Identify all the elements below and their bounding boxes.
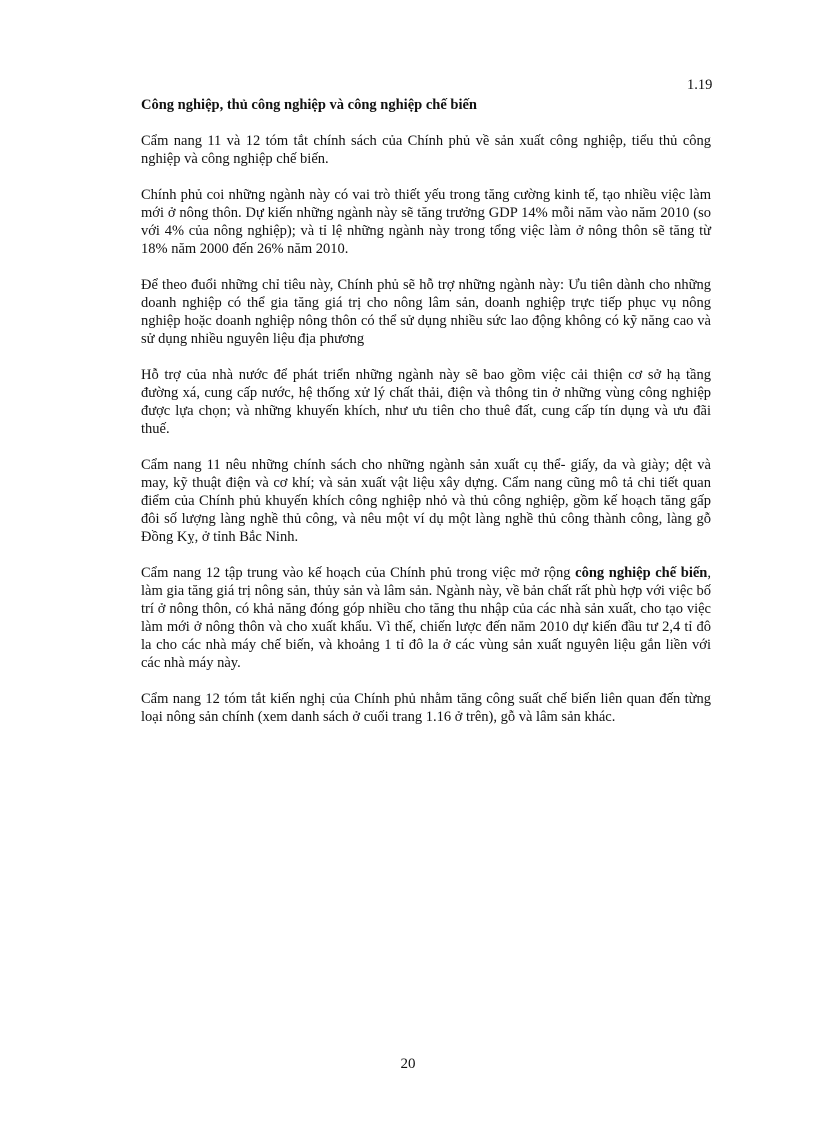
section-page-reference: 1.19 xyxy=(687,77,713,93)
paragraph-6 xyxy=(141,564,711,672)
page-number: 20 xyxy=(400,1056,416,1072)
paragraph-4: Hỗ trợ của nhà nước để phát triển những ngành này sẽ bao gồm việc cải thiện cơ sở hạ tầng đường xá, cung cấp nước, hệ thống xử lý chất thải, điện và thông tin ở những vùng công nghiệp được lựa chọn; và những khuyến khích, như ưu tiên cho thuê đất, cung cấp tín dụng và ưu đãi thuế. xyxy=(141,367,711,437)
paragraph-1: Cẩm nang 11 và 12 tóm tắt chính sách của Chính phủ về sản xuất công nghiệp, tiểu thủ công nghiệp và công nghiệp chế biến. xyxy=(141,133,711,167)
paragraph-2: Chính phủ coi những ngành này có vai trò thiết yếu trong tăng cường kinh tế, tạo nhiều việc làm mới ở nông thôn. Dự kiến những ngành này sẽ tăng trưởng GDP 14% mỗi năm vào năm 2010 (so với 4% của nông nghiệp); và tỉ lệ những ngành này trong tổng việc làm ở nông thôn sẽ tăng từ 18% năm 2000 đến 26% năm 2010. xyxy=(141,187,711,257)
document-body xyxy=(141,96,711,726)
paragraph-3: Để theo đuổi những chỉ tiêu này, Chính phủ sẽ hỗ trợ những ngành này: Ưu tiên dành cho những doanh nghiệp có thể gia tăng giá trị cho nông lâm sản, doanh nghiệp trực tiếp phục vụ nông nghiệp hoặc doanh nghiệp nông thôn có thể sử dụng nhiều sức lao động không có kỹ năng cao và sử dụng nhiều nguyên liệu địa phương xyxy=(141,277,711,347)
paragraph-6-lead: Cẩm nang 12 tập trung vào kế hoạch của Chính phủ trong việc mở rộng xyxy=(141,565,576,581)
paragraph-6-rest: , làm gia tăng giá trị nông sản, thủy sản và lâm sản. Ngành này, về bản chất rất phù hợp với việc bố trí ở nông thôn, có khả năng đóng góp nhiều cho tăng thu nhập của các nhà sản xuất, cho tạo việc làm mới ở nông thôn và cho xuất khẩu. Vì thế, chiến lược đến năm 2010 dự kiến đầu tư 2,4 tỉ đô la cho các nhà máy chế biến, và khoảng 1 tỉ đô la ở các vùng sản xuất nguyên liệu gắn liền với các nhà máy này. xyxy=(141,565,711,671)
section-heading: Công nghiệp, thủ công nghiệp và công nghiệp chế biến xyxy=(141,97,477,113)
paragraph-6-emphasis: công nghiệp chế biến xyxy=(575,565,708,581)
paragraph-7: Cẩm nang 12 tóm tắt kiến nghị của Chính phủ nhằm tăng công suất chế biến liên quan đến từng loại nông sản chính (xem danh sách ở cuối trang 1.16 ở trên), gỗ và lâm sản khác. xyxy=(141,691,711,725)
paragraph-5: Cẩm nang 11 nêu những chính sách cho những ngành sản xuất cụ thể- giấy, da và giày; dệt và may, kỹ thuật điện và cơ khí; và sản xuất vật liệu xây dựng. Cẩm nang cũng mô tả chi tiết quan điểm của Chính phủ khuyến khích công nghiệp nhỏ và thủ công nghiệp, gồm kế hoạch tăng gấp đôi số lượng làng nghề thủ công, và nêu một ví dụ một làng nghề thủ công thành công, làng gỗ Đồng Kỵ, ở tỉnh Bắc Ninh. xyxy=(141,457,711,545)
